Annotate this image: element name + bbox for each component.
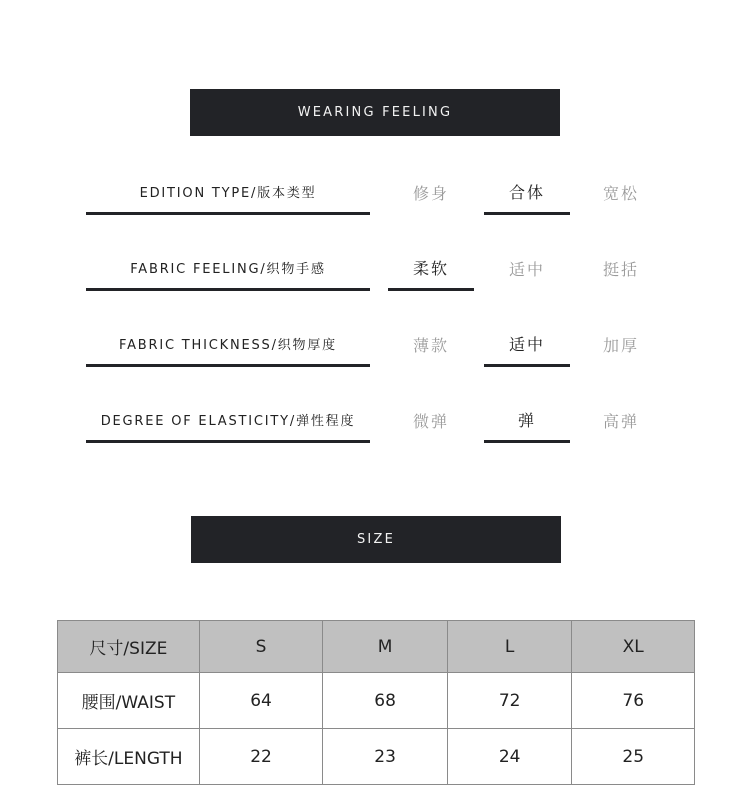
feeling-row-fabric-feeling xyxy=(0,246,750,306)
table-cell: 24 xyxy=(447,729,572,785)
table-cell: 23 xyxy=(323,729,448,785)
size-table-header-cell: M xyxy=(323,621,448,673)
size-table-header-cell: S xyxy=(199,621,323,673)
wearing-feeling-banner xyxy=(190,89,560,136)
feeling-option: 加厚 xyxy=(602,336,639,355)
table-cell: 64 xyxy=(199,673,323,729)
table-cell: 68 xyxy=(323,673,448,729)
size-table-header-cell: L xyxy=(447,621,572,673)
size-table-header-row xyxy=(58,621,695,673)
table-cell: 25 xyxy=(572,729,695,785)
table-row xyxy=(58,729,695,785)
table-cell: 22 xyxy=(199,729,323,785)
feeling-option: 挺括 xyxy=(602,260,639,279)
feeling-option: 宽松 xyxy=(602,184,639,203)
feeling-row-label: FABRIC FEELING/织物手感 xyxy=(86,246,370,291)
feeling-option-selected: 合体 xyxy=(484,170,570,215)
feeling-row-label: DEGREE OF ELASTICITY/弹性程度 xyxy=(86,398,370,443)
feeling-row-edition-type xyxy=(0,170,750,230)
feeling-row-fabric-thickness xyxy=(0,322,750,382)
table-cell: 裤长/LENGTH xyxy=(58,729,200,785)
table-cell: 72 xyxy=(447,673,572,729)
size-banner xyxy=(191,516,561,563)
table-row xyxy=(58,673,695,729)
table-cell: 76 xyxy=(572,673,695,729)
feeling-option: 高弹 xyxy=(602,412,639,431)
size-table-header-cell: 尺寸/SIZE xyxy=(58,621,200,673)
size-title: SIZE xyxy=(356,532,395,547)
feeling-option: 修身 xyxy=(412,184,449,203)
size-table xyxy=(57,620,695,785)
feeling-option-selected: 适中 xyxy=(484,322,570,367)
wearing-feeling-title: WEARING FEELING xyxy=(297,105,453,120)
feeling-row-label: FABRIC THICKNESS/织物厚度 xyxy=(86,322,370,367)
feeling-option: 适中 xyxy=(508,260,545,279)
feeling-row-label: EDITION TYPE/版本类型 xyxy=(86,170,370,215)
feeling-option-selected: 柔软 xyxy=(388,246,474,291)
size-table-header-cell: XL xyxy=(572,621,695,673)
feeling-option: 薄款 xyxy=(412,336,449,355)
feeling-option-selected: 弹 xyxy=(484,398,570,443)
feeling-row-elasticity xyxy=(0,398,750,458)
table-cell: 腰围/WAIST xyxy=(58,673,200,729)
feeling-option: 微弹 xyxy=(412,412,449,431)
